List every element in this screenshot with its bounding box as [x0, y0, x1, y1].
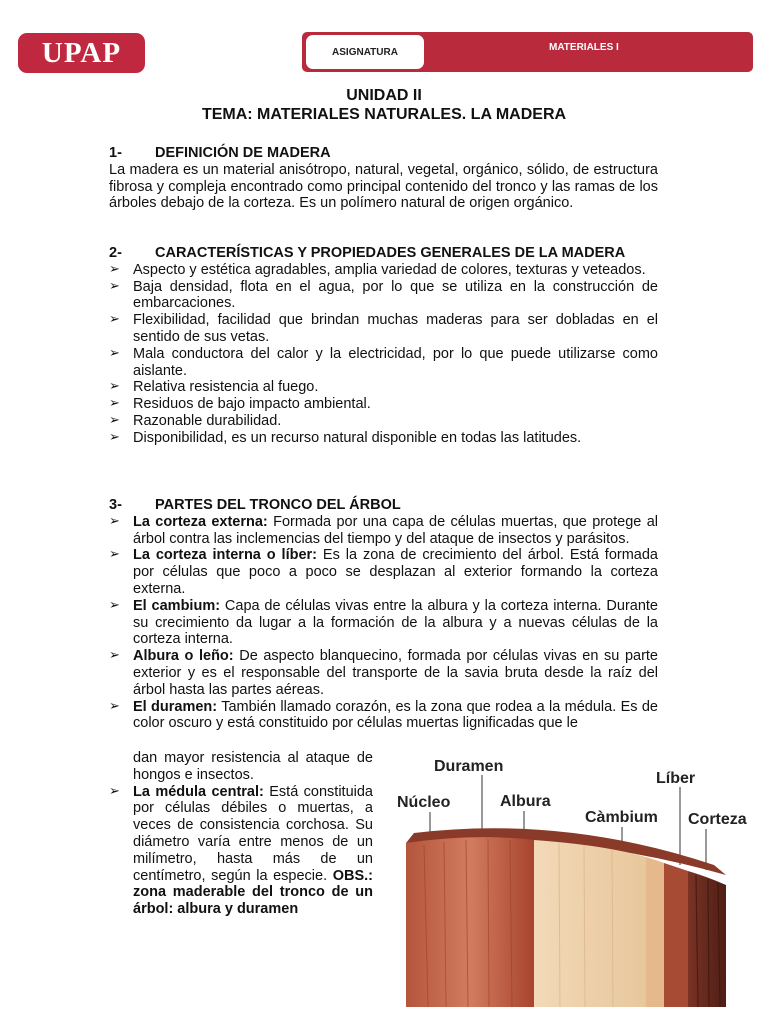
- list-item: [109, 699, 658, 733]
- section-heading-text: CARACTERÍSTICAS Y PROPIEDADES GENERALES DE LA MADERA: [155, 245, 626, 261]
- term: La corteza externa:: [133, 513, 268, 530]
- topic-title: TEMA: MATERIALES NATURALES. LA MADERA: [201, 106, 567, 123]
- list-item: [109, 784, 373, 918]
- observation-note: OBS.: zona maderable del tronco de un árbol: albura y duramen: [133, 867, 373, 918]
- narrow-column: [109, 750, 373, 918]
- term: El cambium:: [133, 597, 221, 614]
- list-item: ➢ Razonable durabilidad.: [109, 413, 658, 430]
- section-tree-parts: [109, 497, 658, 732]
- label-corteza: Corteza: [688, 811, 747, 828]
- list-item: ➢ Flexibilidad, facilidad que brindan muchas maderas para ser dobladas en el sentido de sus vetas.: [109, 312, 658, 346]
- list-item: ➢ Relativa resistencia al fuego.: [109, 379, 658, 396]
- section-2-heading: [109, 245, 658, 262]
- tree-parts-list-cont: [109, 784, 373, 918]
- tree-parts-list: [109, 514, 658, 732]
- properties-list: [109, 262, 658, 447]
- list-item: ➢ Baja densidad, flota en el agua, por lo que se utiliza en la construcción de embarcaciones.: [109, 279, 658, 313]
- section-properties: [109, 245, 658, 447]
- section-1-heading: [109, 145, 658, 162]
- subject-label: ASIGNATURA: [306, 35, 424, 69]
- term: Albura o leño:: [133, 648, 234, 665]
- list-item: ➢ Residuos de bajo impacto ambiental.: [109, 396, 658, 413]
- list-item: ➢ Mala conductora del calor y la electricidad, por lo que puede utilizarse como aislante.: [109, 346, 658, 380]
- definition: De aspecto blanquecino, formada por células vivas en su parte exterior y es el responsable del transporte de la savia bruta desde la raíz del árbol hasta las partes aéreas.: [133, 648, 658, 698]
- list-item: [109, 648, 658, 698]
- list-item: ➢ Aspecto y estética agradables, amplia variedad de colores, texturas y veteados.: [109, 262, 658, 279]
- section-number: 1-: [109, 145, 122, 161]
- definition: Formada por una capa de células muertas, que protege al árbol contra las inclemencias del tiempo y del ataque de insectos y parásitos.: [133, 513, 658, 547]
- section-number: 2-: [109, 245, 122, 261]
- wood-cross-section-figure: [384, 745, 764, 1007]
- term: El duramen:: [133, 698, 218, 715]
- section-3-heading: [109, 497, 658, 514]
- definition: Es la zona de crecimiento del árbol. Está formada por células que poco a poco se desplazan al exterior formando la corteza externa.: [133, 547, 658, 597]
- label-liber: Líber: [656, 770, 696, 787]
- unit-title: UNIDAD II: [346, 87, 422, 104]
- section-number: 3-: [109, 497, 122, 513]
- term: La médula central:: [133, 783, 264, 800]
- course-name: MATERIALES I: [549, 42, 619, 53]
- section-definition: [109, 145, 658, 212]
- definition: Capa de células vivas entre la albura y la corteza interna. Durante su crecimiento da lugar a la formación de la albura y a nuevas células de la corteza interna.: [133, 597, 658, 648]
- section-heading-text: PARTES DEL TRONCO DEL ÁRBOL: [155, 497, 401, 513]
- list-item: ➢ Disponibilidad, es un recurso natural disponible en todas las latitudes.: [109, 430, 658, 447]
- term: La corteza interna o líber:: [133, 547, 318, 564]
- section-heading-text: DEFINICIÓN DE MADERA: [155, 145, 331, 161]
- section-1-body: La madera es un material anisótropo, natural, vegetal, orgánico, sólido, de estructura fibrosa y compleja encontrado como principal contenido del tronco y las ramas de los árboles debajo de la corteza. Es un polímero natural de origen orgánico.: [109, 161, 658, 212]
- definition: Está constituida por células débiles o muertas, a veces de consistencia corchosa. Su diámetro varía entre menos de un milímetro, hasta más de un centímetro, según la especie.: [133, 783, 373, 884]
- upap-logo: UPAP: [18, 33, 145, 73]
- label-nucleo: Núcleo: [397, 794, 451, 811]
- label-cambium: Càmbium: [585, 809, 658, 826]
- label-duramen: Duramen: [434, 758, 504, 775]
- definition: También llamado corazón, es la zona que rodea a la médula. Es de color oscuro y está constituido por células muertas lignificadas que le: [133, 698, 658, 732]
- list-item: [109, 547, 658, 597]
- list-item: [109, 598, 658, 648]
- label-albura: Albura: [500, 793, 551, 810]
- trunk-section: [406, 828, 726, 1007]
- list-item: [109, 514, 658, 548]
- duramen-continuation: dan mayor resistencia al ataque de hongos e insectos.: [133, 750, 373, 783]
